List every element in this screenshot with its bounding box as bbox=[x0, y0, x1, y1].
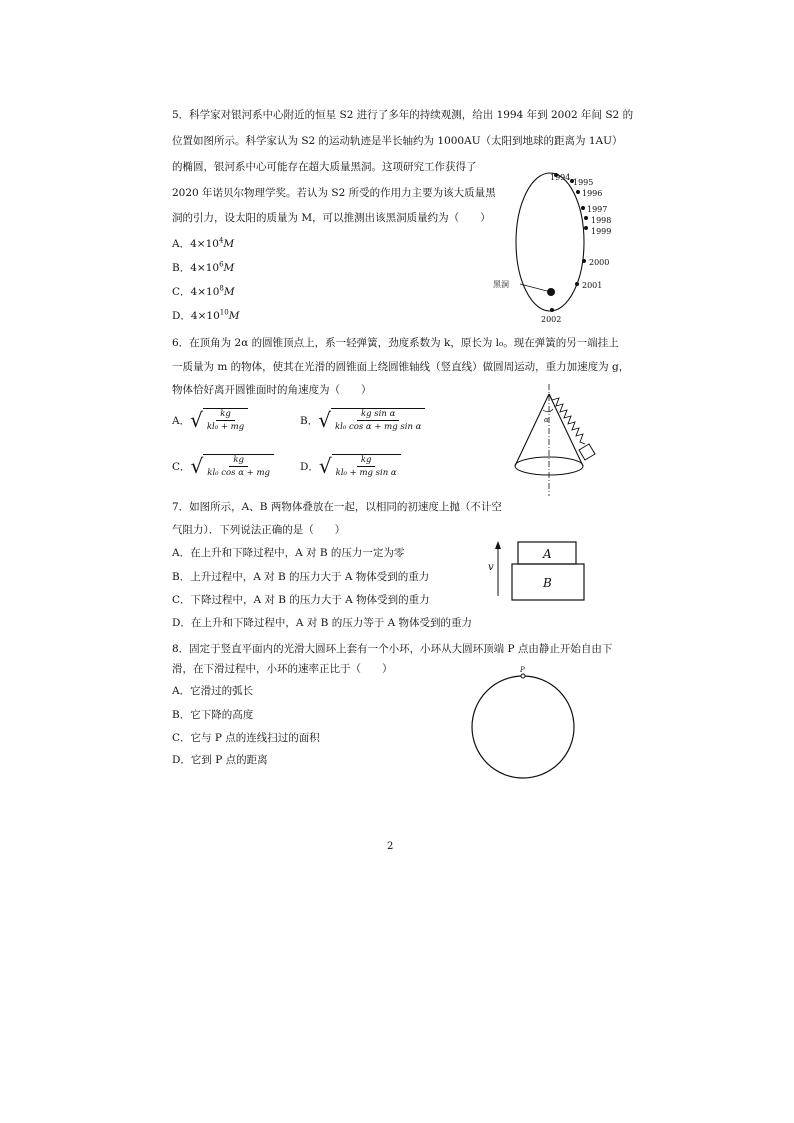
velocity-label: v bbox=[488, 562, 494, 573]
sqrt-expression-b: √ $\frac{\text{kg sin α}}{\text{kl₀ cos α + mg sin α}}$ bbox=[318, 408, 425, 432]
orbit-point-2001 bbox=[575, 282, 579, 286]
hanging-block bbox=[579, 444, 595, 460]
spring-coil bbox=[549, 394, 585, 444]
year-label-1998: 1998 bbox=[591, 216, 612, 225]
orbit-point-2002 bbox=[550, 308, 554, 312]
q6-line-1: 6．在顶角为 2α 的圆锥顶点上，系一轻弹簧，劲度系数为 k，原长为 l₀。现在弹簧的另一端挂上 bbox=[172, 337, 619, 349]
orbit-point-1998 bbox=[584, 216, 588, 220]
cone-left-edge bbox=[515, 394, 549, 466]
block-b-label: B bbox=[543, 576, 552, 590]
black-hole-label: 黑洞 bbox=[493, 280, 509, 289]
q5-line-5: 洞的引力，设太阳的质量为 M，可以推测出该黑洞质量约为（ ） bbox=[172, 212, 491, 224]
q7-line-2: 气阻力）．下列说法正确的是（ ） bbox=[172, 524, 346, 536]
angle-label: α bbox=[544, 416, 549, 424]
q7-line-1: 7．如图所示，A、B 两物体叠放在一起，以相同的初速度上抛（不计空 bbox=[172, 501, 502, 513]
q5-line-2: 位置如图所示。科学家认为 S2 的运动轨迹是半长轴约为 1000AU（太阳到地球的距离为 1AU） bbox=[172, 135, 623, 147]
year-label-2001: 2001 bbox=[582, 281, 603, 290]
q6-line-2: 一质量为 m 的物体，使其在光滑的圆锥面上绕圆锥轴线（竖直线）做圆周运动，重力加速度为 g， bbox=[172, 361, 630, 373]
q8-option-a[interactable]: A．它滑过的弧长 bbox=[172, 685, 254, 697]
sqrt-expression-d: √ $\frac{kg}{\text{kl₀ + mg sin α}}$ bbox=[319, 454, 401, 478]
q7-option-c[interactable]: C．下降过程中，A 对 B 的压力大于 A 物体受到的重力 bbox=[172, 594, 430, 606]
year-label-1997: 1997 bbox=[587, 205, 608, 214]
orbit-point-2000 bbox=[582, 259, 586, 263]
year-label-1995: 1995 bbox=[573, 178, 594, 187]
q6-option-d[interactable]: D． √ $\frac{kg}{\text{kl₀ + mg sin α}}$ bbox=[300, 454, 401, 478]
q8-option-b[interactable]: B．它下降的高度 bbox=[172, 709, 254, 721]
small-ring bbox=[521, 674, 525, 678]
year-label-1999: 1999 bbox=[591, 227, 612, 236]
cone-spring-figure bbox=[505, 380, 605, 500]
q8-option-d[interactable]: D．它到 P 点的距离 bbox=[172, 754, 268, 766]
q8-option-c[interactable]: C．它与 P 点的连线扫过的面积 bbox=[172, 732, 320, 744]
velocity-arrow-head bbox=[495, 541, 501, 549]
q6-option-a[interactable]: A． √ $\frac{kg}{\text{kl₀ + mg}}$ bbox=[172, 408, 248, 432]
q6-line-3: 物体恰好离开圆锥面时的角速度为（ ） bbox=[172, 384, 372, 396]
q8-line-1: 8．固定于竖直平面内的光滑大圆环上套有一个小环，小环从大圆环顶端 P 点由静止开始自由下 bbox=[172, 643, 613, 655]
year-label-1996: 1996 bbox=[582, 189, 603, 198]
sqrt-expression-a: √ $\frac{kg}{\text{kl₀ + mg}}$ bbox=[190, 408, 248, 432]
q6-option-b[interactable]: B． √ $\frac{\text{kg sin α}}{\text{kl₀ cos α + mg sin α}}$ bbox=[300, 408, 425, 432]
q5-option-d[interactable]: D．$4\times 10^{10}M$ bbox=[172, 308, 240, 322]
q5-line-3: 的椭圆，银河系中心可能存在超大质量黑洞。这项研究工作获得了 bbox=[172, 161, 477, 173]
block-a-label: A bbox=[543, 547, 552, 561]
orbit-point-1999 bbox=[584, 226, 588, 230]
orbit-point-1996 bbox=[576, 190, 580, 194]
q7-option-d[interactable]: D．在上升和下降过程中，A 对 B 的压力等于 A 物体受到的重力 bbox=[172, 617, 472, 629]
q5-option-c[interactable]: C．$4\times 10^8M$ bbox=[172, 284, 235, 298]
q5-line-4: 2020 年诺贝尔物理学奖。若认为 S2 所受的作用力主要为该大质量黑 bbox=[172, 187, 496, 199]
black-hole-dot bbox=[547, 288, 555, 296]
q5-option-a[interactable]: A．$4\times 10^4M$ bbox=[172, 236, 235, 250]
year-label-1994: 1994 bbox=[550, 173, 571, 182]
q8-line-2: 滑，在下滑过程中，小环的速率正比于（ ） bbox=[172, 663, 393, 675]
orbit-point-1997 bbox=[581, 206, 585, 210]
large-ring bbox=[472, 676, 574, 778]
point-p-label: P bbox=[520, 666, 525, 674]
ring-figure bbox=[468, 664, 578, 786]
year-label-2002: 2002 bbox=[541, 315, 562, 324]
angle-arc bbox=[543, 409, 553, 412]
page-number: 2 bbox=[387, 841, 394, 852]
s2-orbit-figure bbox=[480, 168, 640, 328]
q5-line-1: 5．科学家对银河系中心附近的恒星 S2 进行了多年的持续观测，给出 1994 年到 2002 年间 S2 的 bbox=[172, 109, 634, 121]
sqrt-expression-c: √ $\frac{kg}{\text{kl₀ cos α + mg}}$ bbox=[191, 454, 274, 478]
year-label-2000: 2000 bbox=[589, 258, 610, 267]
q5-option-b[interactable]: B．$4\times 10^6M$ bbox=[172, 260, 235, 274]
stacked-blocks-figure bbox=[488, 536, 598, 606]
q6-option-c[interactable]: C． √ $\frac{kg}{\text{kl₀ cos α + mg}}$ bbox=[172, 454, 274, 478]
q7-option-a[interactable]: A．在上升和下降过程中，A 对 B 的压力一定为零 bbox=[172, 547, 405, 559]
q7-option-b[interactable]: B．上升过程中，A 对 B 的压力大于 A 物体受到的重力 bbox=[172, 571, 430, 583]
